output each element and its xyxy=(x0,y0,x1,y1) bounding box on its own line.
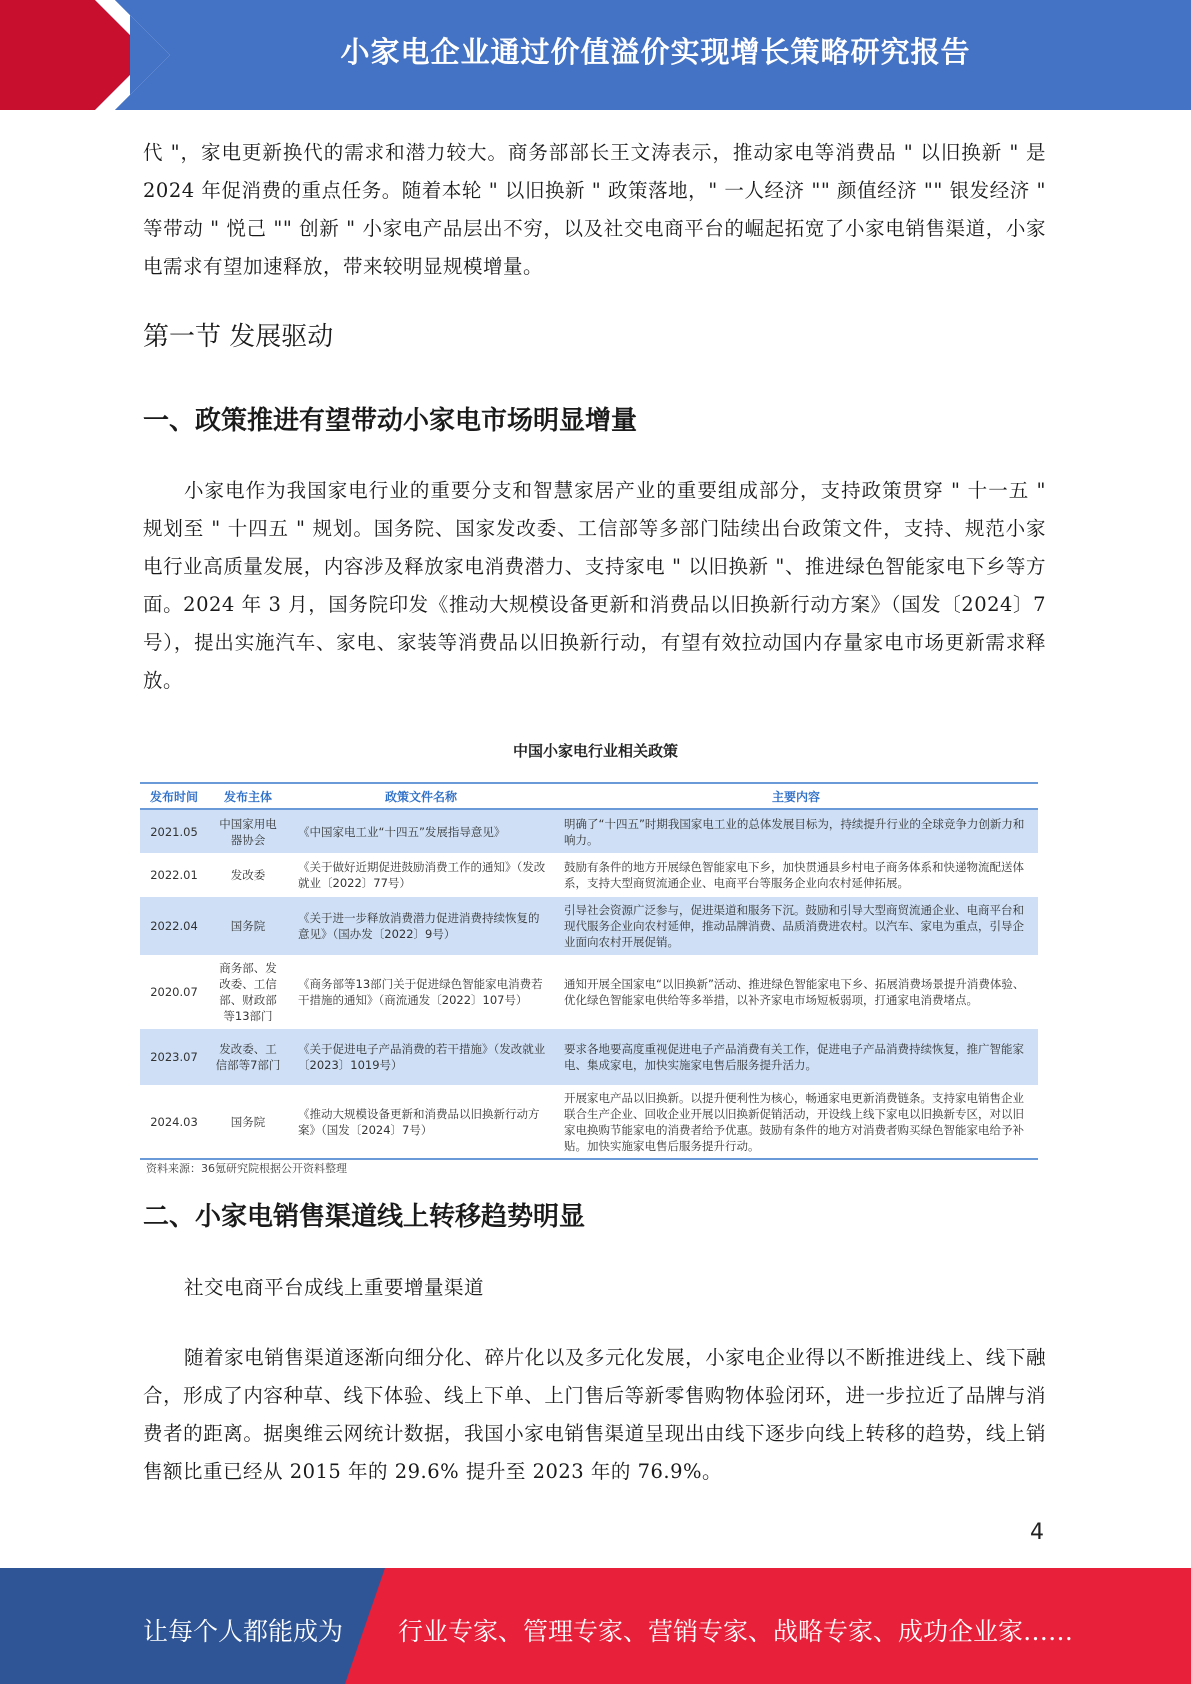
table-source-note: 资料来源：36氪研究院根据公开资料整理 xyxy=(146,1162,347,1175)
footer-slogan-left: 让每个人都能成为 xyxy=(143,1617,344,1646)
cell-date: 2022.01 xyxy=(150,868,198,882)
column-header-org: 发布主体 xyxy=(208,783,288,809)
channel-lead: 社交电商平台成线上重要增量渠道 xyxy=(184,1276,485,1299)
table-header-row xyxy=(140,783,1038,809)
table-row xyxy=(140,1085,1038,1159)
table-row xyxy=(140,809,1038,853)
cell-org: 国务院 xyxy=(208,1085,288,1159)
policy-table-container xyxy=(140,782,1038,1160)
cell-doc: 《推动大规模设备更新和消费品以旧换新行动方案》（国发〔2024〕7号） xyxy=(288,1085,554,1159)
table-row xyxy=(140,897,1038,955)
column-header-doc: 政策文件名称 xyxy=(288,783,554,809)
table-row xyxy=(140,955,1038,1029)
column-header-date: 发布时间 xyxy=(140,783,208,809)
cell-date: 2021.05 xyxy=(140,809,208,853)
cell-doc: 《关于做好近期促进鼓励消费工作的通知》（发改就业〔2022〕77号） xyxy=(298,860,546,890)
cell-date: 2022.04 xyxy=(140,897,208,955)
cell-content: 要求各地要高度重视促进电子产品消费有关工作，促进电子产品消费持续恢复，推广智能家电、集成家电，加快实施家电售后服务提升活力。 xyxy=(554,1029,1038,1085)
footer-slogan-right: 行业专家、管理专家、营销专家、战略专家、成功企业家…… xyxy=(398,1617,1074,1646)
cell-date: 2024.03 xyxy=(140,1085,208,1159)
policy-table xyxy=(140,782,1038,1160)
policy-paragraph: 小家电作为我国家电行业的重要分支和智慧家居产业的重要组成部分，支持政策贯穿 " 十一五 " 规划至 " 十四五 " 规划。国务院、国家发改委、工信部等多部门陆续出台政策文件，支持、规范小家电行业高质量发展，内容涉及释放家电消费潜力、支持家电 " 以旧换新 "、推进绿色智能家电下乡等方面。2024 年 3 月，国务院印发《推动大规模设备更新和消费品以旧换新行动方案》（国发〔2024〕7 号），提出实施汽车、家电、家装等消费品以旧换新行动，有望有效拉动国内存量家电市场更新需求释放。 xyxy=(143,479,1046,692)
cell-org: 商务部、发改委、工信部、财政部等13部门 xyxy=(219,961,277,1023)
table-row xyxy=(140,853,1038,897)
cell-date: 2023.07 xyxy=(140,1029,208,1085)
page-header xyxy=(0,0,1191,110)
subsection-title-channel: 二、小家电销售渠道线上转移趋势明显 xyxy=(143,1202,586,1232)
cell-doc: 《关于促进电子产品消费的若干措施》（发改就业〔2023〕1019号） xyxy=(288,1029,554,1085)
table-row xyxy=(140,1029,1038,1085)
channel-paragraph: 随着家电销售渠道逐渐向细分化、碎片化以及多元化发展，小家电企业得以不断推进线上、线下融合，形成了内容种草、线下体验、线上下单、上门售后等新零售购物体验闭环，进一步拉近了品牌与消费者的距离。据奥维云网统计数据，我国小家电销售渠道呈现出由线下逐步向线上转移的趋势，线上销售额比重已经从 2015 年的 29.6% 提升至 2023 年的 76.9%。 xyxy=(143,1346,1046,1483)
table-title: 中国小家电行业相关政策 xyxy=(512,742,678,760)
header-chevron-decoration xyxy=(0,0,170,110)
cell-date: 2020.07 xyxy=(150,985,198,999)
cell-org: 国务院 xyxy=(208,897,288,955)
column-header-content: 主要内容 xyxy=(554,783,1038,809)
section-title: 第一节 发展驱动 xyxy=(143,322,334,352)
subsection-title-policy: 一、政策推进有望带动小家电市场明显增量 xyxy=(143,406,638,436)
cell-content: 通知开展全国家电“以旧换新”活动、推进绿色智能家电下乡、拓展消费场景提升消费体验、优化绿色智能家电供给等多举措，以补齐家电市场短板弱项，打通家电消费堵点。 xyxy=(564,977,1025,1007)
cell-content: 鼓励有条件的地方开展绿色智能家电下乡，加快贯通县乡村电子商务体系和快递物流配送体系，支持大型商贸流通企业、电商平台等服务企业向农村延伸拓展。 xyxy=(564,860,1024,890)
page-number: 4 xyxy=(1030,1520,1044,1545)
cell-org: 中国家用电器协会 xyxy=(208,809,288,853)
cell-doc: 《商务部等13部门关于促进绿色智能家电消费若干措施的通知》（商流通发〔2022〕107号） xyxy=(298,977,543,1007)
intro-paragraph: 代 "，家电更新换代的需求和潜力较大。商务部部长王文涛表示，推动家电等消费品 " 以旧换新 " 是 2024 年促消费的重点任务。随着本轮 " 以旧换新 " 政策落地，" 一人经济 "" 颜值经济 "" 银发经济 " 等带动 " 悦己 "" 创新 " 小家电产品层出不穷，以及社交电商平台的崛起拓宽了小家电销售渠道，小家电需求有望加速释放，带来较明显规模增量。 xyxy=(143,141,1046,278)
page-footer xyxy=(0,1568,1191,1684)
cell-content: 引导社会资源广泛参与，促进渠道和服务下沉。鼓励和引导大型商贸流通企业、电商平台和现代服务企业向农村延伸，推动品牌消费、品质消费进农村。以汽车、家电为重点，引导企业面向农村开展促销。 xyxy=(554,897,1038,955)
cell-org: 发改委 xyxy=(230,868,266,882)
report-title: 小家电企业通过价值溢价实现增长策略研究报告 xyxy=(340,35,971,69)
cell-content: 明确了“十四五”时期我国家电工业的总体发展目标为，持续提升行业的全球竞争力创新力和响力。 xyxy=(554,809,1038,853)
cell-content: 开展家电产品以旧换新。以提升便利性为核心，畅通家电更新消费链条。支持家电销售企业联合生产企业、回收企业开展以旧换新促销活动，开设线上线下家电以旧换新专区，对以旧家电换购节能家电的消费者给予优惠。鼓励有条件的地方对消费者购买绿色智能家电给予补贴。加快实施家电售后服务提升行动。 xyxy=(554,1085,1038,1159)
cell-org: 发改委、工信部等7部门 xyxy=(208,1029,288,1085)
cell-doc: 《关于进一步释放消费潜力促进消费持续恢复的意见》（国办发〔2022〕9号） xyxy=(288,897,554,955)
cell-doc: 《中国家电工业“十四五”发展指导意见》 xyxy=(288,809,554,853)
